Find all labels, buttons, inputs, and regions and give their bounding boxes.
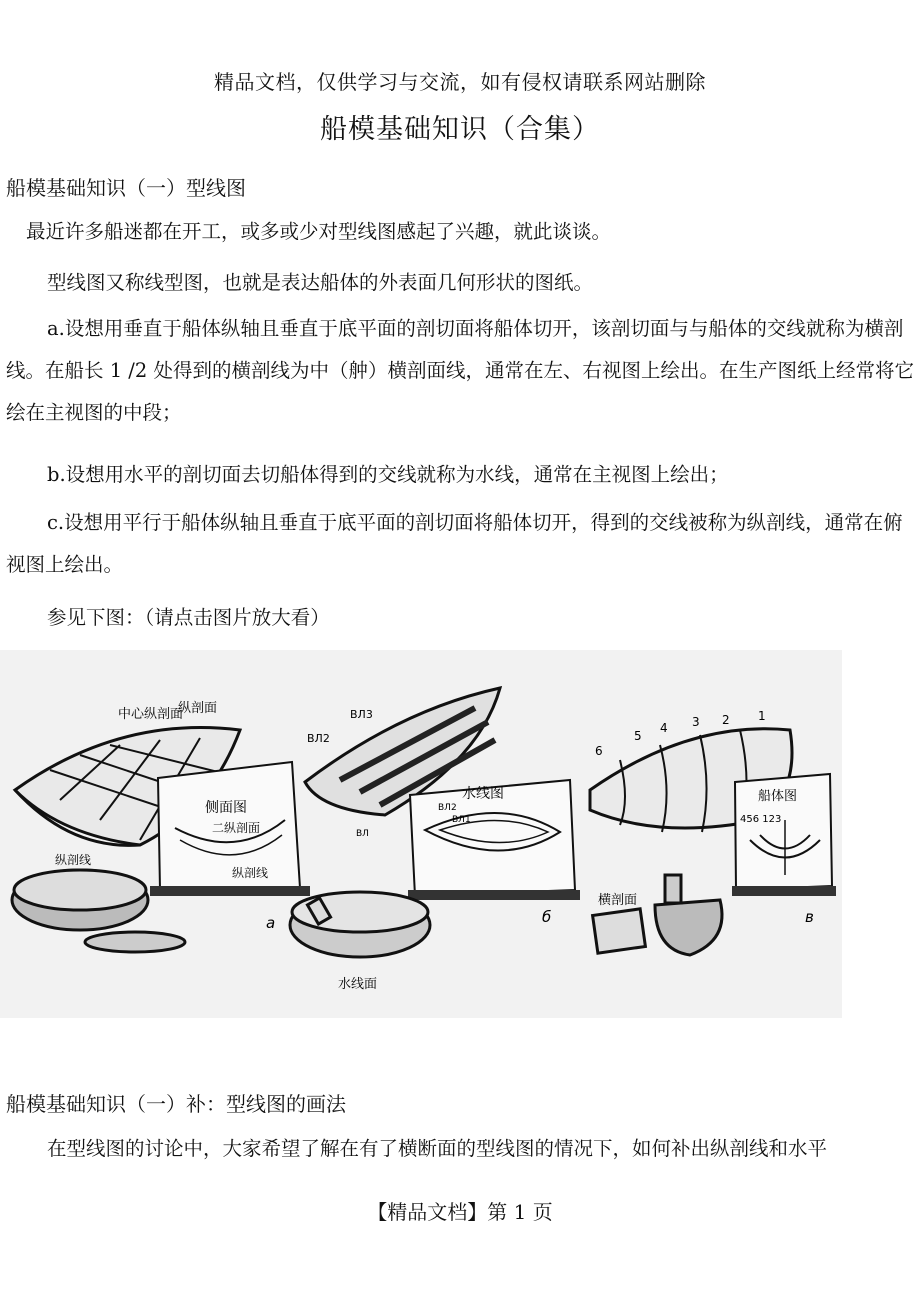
label-station-4: 4	[660, 721, 668, 735]
label-panel-c: в	[805, 908, 814, 926]
hull-lines-illustration[interactable]	[0, 650, 842, 1018]
label-longitudinal-line-2: 纵剖线	[232, 866, 269, 880]
waterline-hull-b	[290, 892, 430, 957]
section-heading-2: 船模基础知识（一）补：型线图的画法	[6, 1092, 346, 1116]
label-panel-a: a	[266, 914, 276, 932]
paragraph: 在型线图的讨论中，大家希望了解在有了横断面的型线图的情况下，如何补出纵剖线和水平	[47, 1137, 828, 1160]
label-wl1b: BЛ1	[452, 815, 471, 825]
label-body-plan: 船体图	[758, 789, 798, 804]
watermark-notice: 精品文档，仅供学习与交流，如有侵权请联系网站删除	[214, 70, 706, 94]
label-station-2: 2	[722, 713, 730, 727]
label-longitudinal-line: 纵剖线	[55, 853, 92, 867]
page-footer: 【精品文档】第 1 页	[367, 1200, 553, 1224]
label-cross-section: 横剖面	[598, 893, 638, 908]
paragraph: a.设想用垂直于船体纵轴且垂直于底平面的剖切面将船体切开，该剖切面与与船体的交线就称为横剖线。在船长 1 /2 处得到的横剖线为中（舯）横剖面线，通常在左、右视图上绘出。在生产图纸上经常将它绘在主视图的中段；	[6, 317, 914, 424]
label-station-3: 3	[692, 715, 700, 729]
label-station-6: 6	[595, 744, 603, 758]
label-side-view: 侧面图	[205, 800, 247, 816]
label-station-1: 1	[758, 709, 766, 723]
paragraph: b.设想用水平的剖切面去切船体得到的交线就称为水线，通常在主视图上绘出；	[47, 463, 729, 486]
paragraph: c.设想用平行于船体纵轴且垂直于底平面的剖切面将船体切开，得到的交线被称为纵剖线，通常在俯视图上绘出。	[6, 511, 903, 576]
label-panel-b: б	[542, 908, 552, 926]
label-station-5: 5	[634, 729, 642, 743]
label-wl3: BЛ3	[350, 708, 373, 721]
label-center-longitudinal: 中心纵剖面	[118, 707, 184, 722]
label-wl-l: BЛ	[356, 829, 369, 839]
label-waterline-drawing: 水线图	[462, 786, 504, 802]
label-longitudinal-section: 纵剖面	[178, 701, 218, 716]
paragraph: 最近许多船迷都在开工，或多或少对型线图感起了兴趣，就此谈谈。	[26, 220, 612, 243]
label-wl2b: BЛ2	[438, 803, 457, 813]
paragraph: 参见下图：（请点击图片放大看）	[47, 606, 330, 629]
paragraph: 型线图又称线型图，也就是表达船体的外表面几何形状的图纸。	[47, 271, 594, 294]
section-heading-1: 船模基础知识（一）型线图	[6, 176, 246, 200]
document-title: 船模基础知识（合集）	[320, 114, 600, 145]
label-body-plan-numbers: 456 123	[740, 814, 782, 825]
label-longitudinal-section-2: 二纵剖面	[212, 821, 261, 835]
label-waterline-plane: 水线面	[338, 977, 378, 992]
label-wl2: BЛ2	[307, 732, 330, 745]
label-wl1: BЛ1	[1, 651, 4, 652]
